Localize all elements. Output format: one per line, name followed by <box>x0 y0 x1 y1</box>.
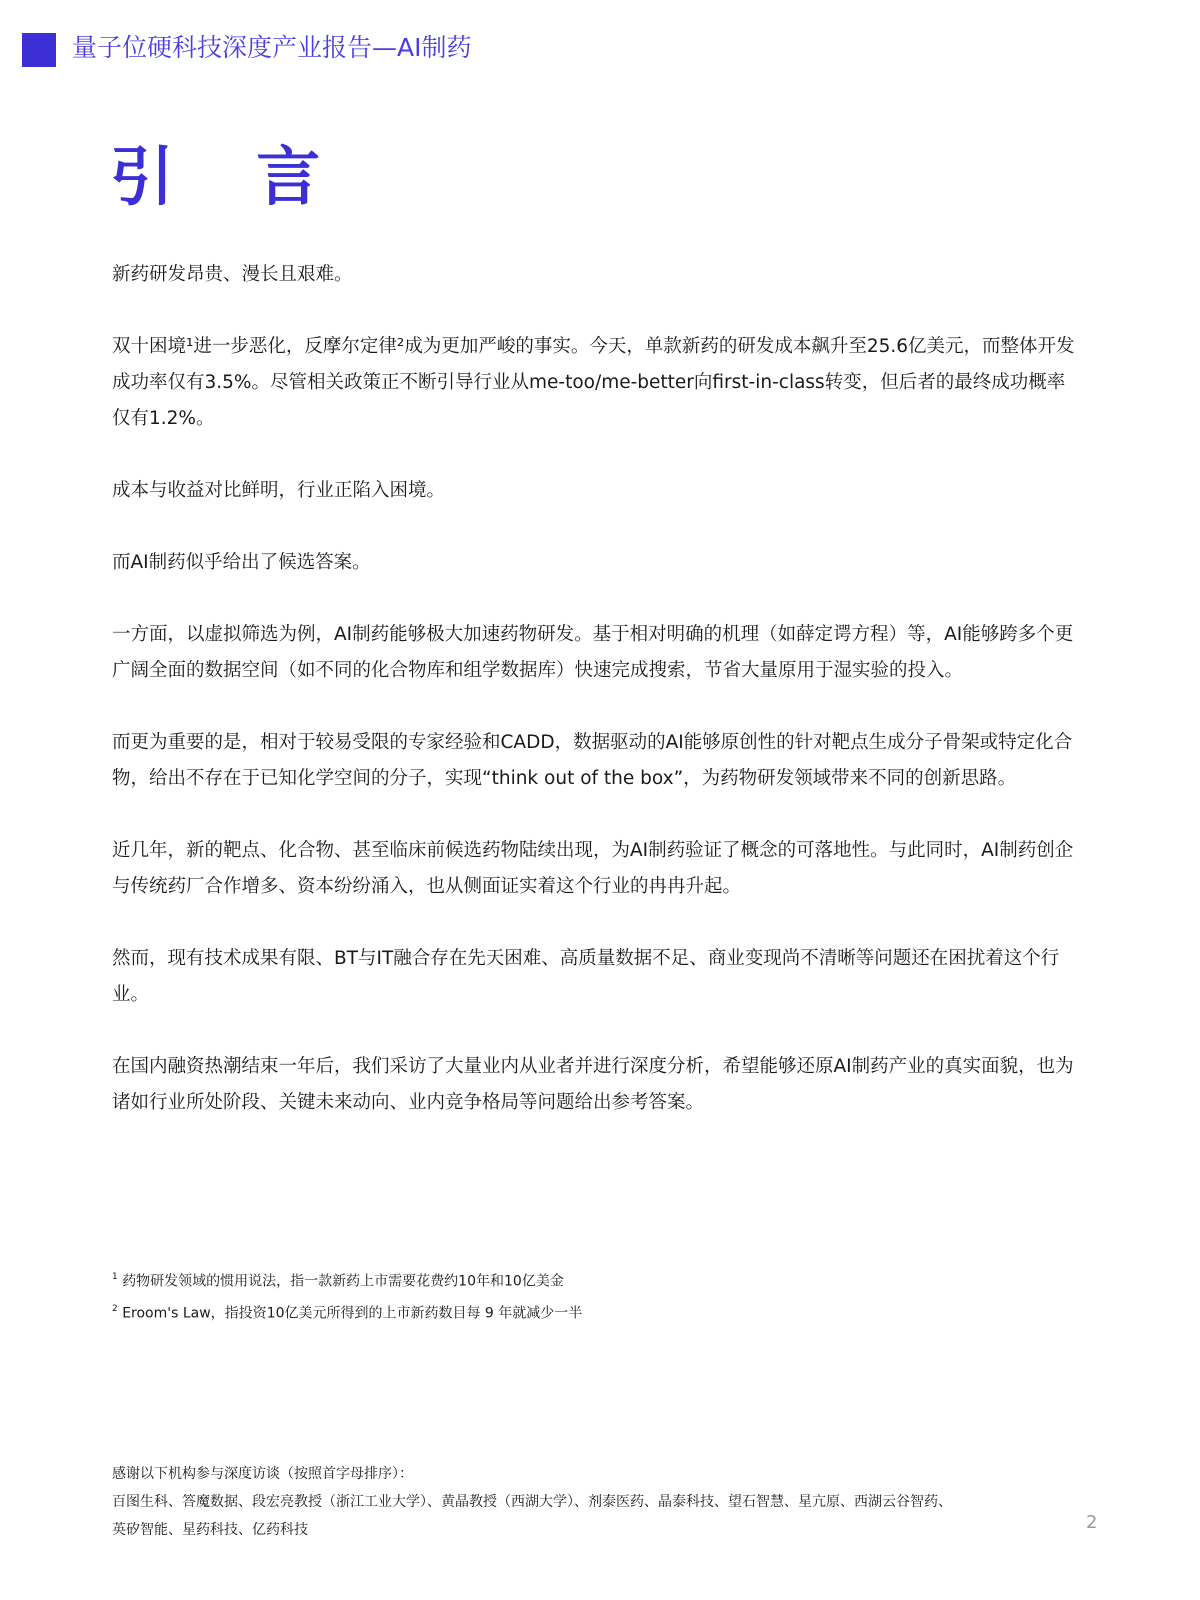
paragraph: 而更为重要的是，相对于较易受限的专家经验和CADD，数据驱动的AI能够原创性的针对靶点生成分子骨架或特定化合物，给出不存在于已知化学空间的分子，实现“think out of the box”，为药物研发领域带来不同的创新思路。 <box>112 732 1073 789</box>
paragraph: 双十困境¹进一步恶化，反摩尔定律²成为更加严峻的事实。今天，单款新药的研发成本飙升至25.6亿美元，而整体开发成功率仅有3.5%。尽管相关政策正不断引导行业从me-too/me-better向first-in-class转变，但后者的最终成功概率仅有1.2%。 <box>112 336 1075 429</box>
paragraph: 一方面，以虚拟筛选为例，AI制药能够极大加速药物研发。基于相对明确的机理（如薛定谔方程）等，AI能够跨多个更广阔全面的数据空间（如不同的化合物库和组学数据库）快速完成搜索，节省大量原用于湿实验的投入。 <box>112 624 1074 681</box>
paragraph: 新药研发昂贵、漫长且艰难。 <box>112 264 353 285</box>
paragraph: 而AI制药似乎给出了候选答案。 <box>112 552 371 573</box>
paragraph: 近几年，新的靶点、化合物、甚至临床前候选药物陆续出现，为AI制药验证了概念的可落地性。与此同时，AI制药创企与传统药厂合作增多、资本纷纷涌入，也从侧面证实着这个行业的冉冉升起。 <box>112 840 1074 897</box>
footnote <box>112 1296 1012 1328</box>
report-header-title: 量子位硬科技深度产业报告—AI制药 <box>72 33 472 62</box>
footnote <box>112 1264 1012 1296</box>
footnote-marker: 2 <box>112 1303 118 1314</box>
acknowledgements-list: 百图生科、答魔数据、段宏亮教授（浙江工业大学）、黄晶教授（西湖大学）、剂泰医药、晶泰科技、望石智慧、星亢原、西湖云谷智药、 <box>112 1494 952 1510</box>
footnote-text: 药物研发领域的惯用说法，指一款新药上市需要花费约10年和10亿美金 <box>122 1273 564 1290</box>
paragraph: 然而，现有技术成果有限、BT与IT融合存在先天困难、高质量数据不足、商业变现尚不清晰等问题还在困扰着这个行业。 <box>112 948 1060 1005</box>
footnotes <box>112 1264 1012 1327</box>
acknowledgements-list: 英矽智能、星药科技、亿药科技 <box>112 1522 308 1538</box>
paragraph: 在国内融资热潮结束一年后，我们采访了大量业内从业者并进行深度分析，希望能够还原AI制药产业的真实面貌，也为诸如行业所处阶段、关键未来动向、业内竞争格局等问题给出参考答案。 <box>112 1056 1074 1113</box>
header-accent-square <box>22 33 56 67</box>
footnote-text: Eroom's Law，指投资10亿美元所得到的上市新药数目每 9 年就减少一半 <box>122 1305 583 1322</box>
footnote-marker: 1 <box>112 1272 118 1282</box>
page-title: 引 言 <box>110 141 351 215</box>
paragraph: 成本与收益对比鲜明，行业正陷入困境。 <box>112 480 446 501</box>
body-text <box>112 257 1082 1157</box>
page-number: 2 <box>1086 1512 1098 1533</box>
acknowledgements <box>112 1460 1072 1544</box>
acknowledgements-heading: 感谢以下机构参与深度访谈（按照首字母排序）： <box>112 1466 413 1482</box>
